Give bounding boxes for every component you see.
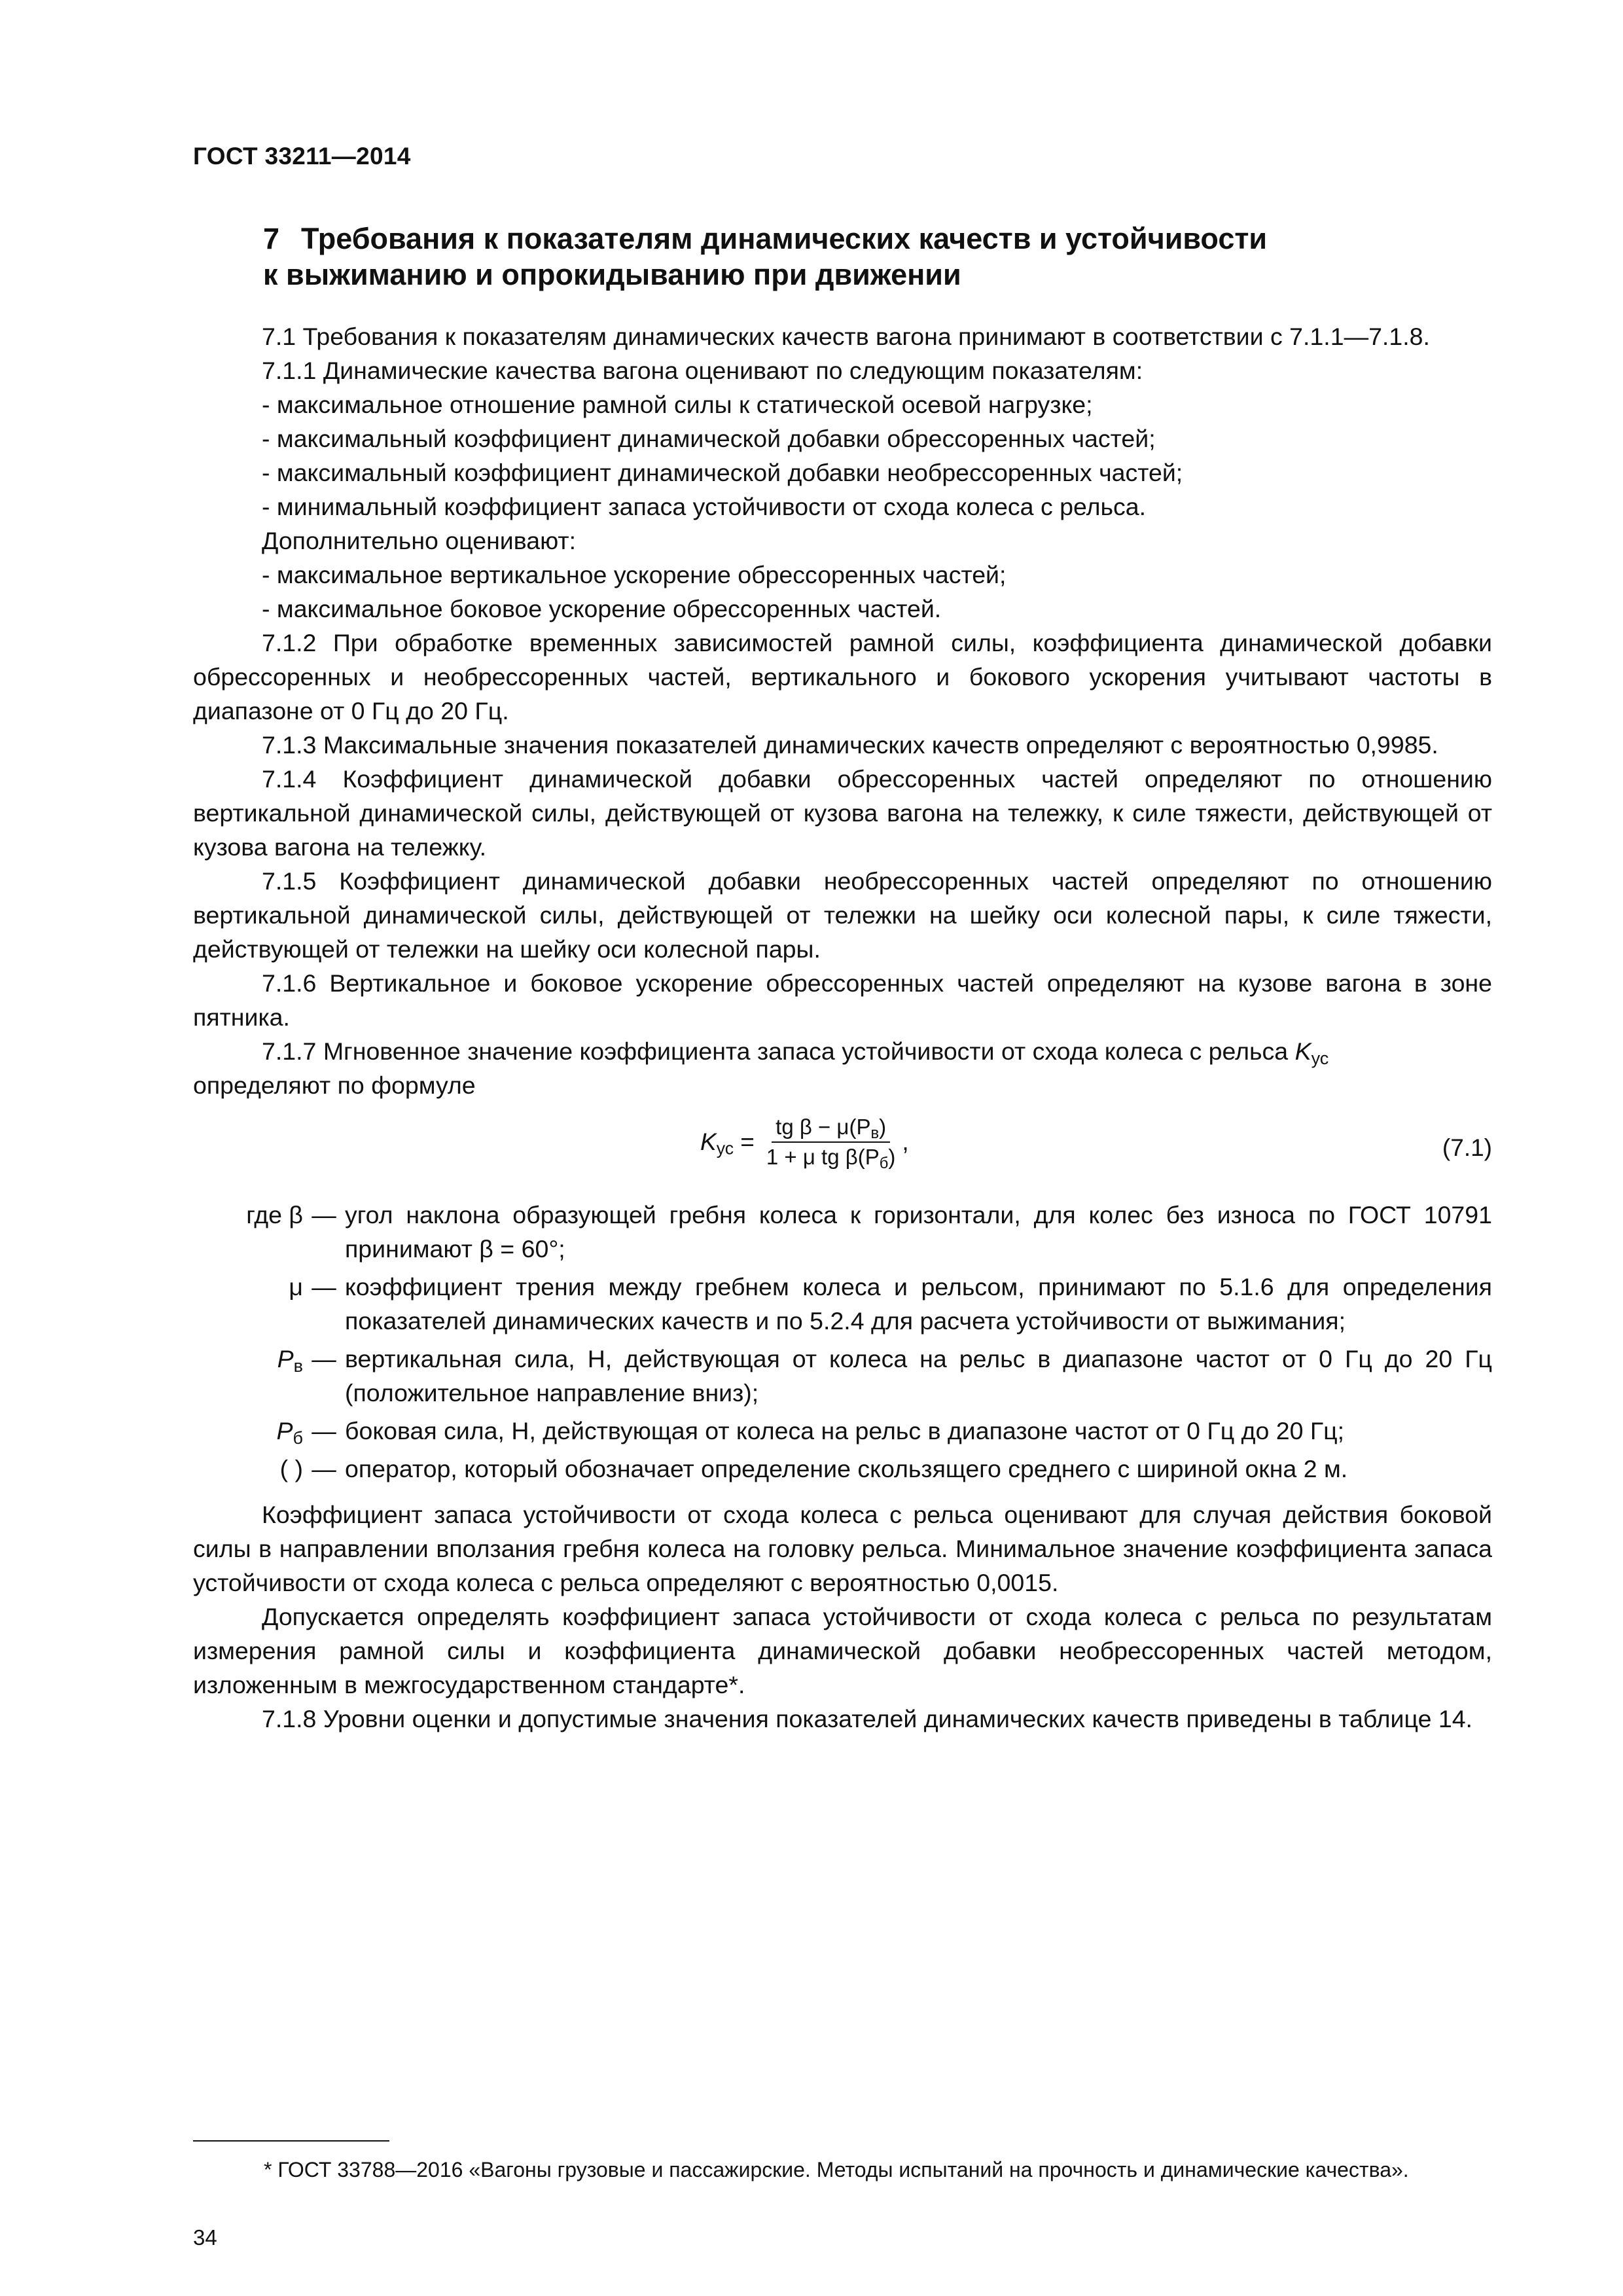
formula-lhs-subscript: ус [716,1138,734,1158]
formula-denominator-close: ) [888,1145,896,1169]
where-symbol [193,1414,303,1448]
formula-numerator-close: ) [879,1115,887,1139]
where-symbol-subscript: в [293,1355,303,1376]
formula-7-1 [193,1109,1492,1186]
paragraph-7-1-7-tail: определяют по формуле [193,1071,476,1099]
formula-comma: , [902,1128,909,1155]
where-symbol: μ [289,1273,303,1300]
formula-expression [700,1114,909,1170]
where-symbol-letter: P [277,1345,294,1372]
where-dash: — [312,1345,336,1372]
symbol-k: K [1294,1037,1311,1065]
formula-lhs [700,1125,755,1159]
where-text: вертикальная сила, Н, действующая от колеса на рельс в диапазоне частот от 0 Гц до 20 Гц (положительное направление вниз); [345,1345,1492,1407]
where-list [193,1198,1492,1486]
where-symbol-subscript: б [293,1427,303,1448]
formula-numerator-text: tg β − μ(P [776,1115,871,1139]
section-title-line-1: Требования к показателям динамических качеств и устойчивости [301,222,1268,255]
list-item: - минимальный коэффициент запаса устойчивости от схода колеса с рельса. [262,493,1147,520]
formula-fraction [762,1114,899,1170]
paragraph-7-1-5: 7.1.5 Коэффициент динамической добавки необрессоренных частей определяют по отношению вертикальной динамической силы, действующей от тележки на шейку оси колесной пары, к силе тяжести, действующей от тележки на шейку оси колесной пары. [193,867,1492,963]
section-title-line-2: к выжиманию и опрокидыванию при движении [263,257,961,291]
formula-numerator-subscript: в [870,1124,880,1142]
paragraph-7-1-1: 7.1.1 Динамические качества вагона оценивают по следующим показателям: [262,357,1143,384]
formula-denominator [762,1143,899,1170]
paragraph-7-1: 7.1 Требования к показателям динамических качеств вагона принимают в соответствии с 7.1.1—7.1.8. [262,323,1430,350]
additional-label: Дополнительно оценивают: [262,527,576,554]
where-item [193,1452,1492,1486]
formula-numerator [772,1114,890,1143]
where-symbol-letter: P [276,1417,293,1444]
paragraph-7-1-7 [193,1034,1492,1102]
paragraph-7-1-4: 7.1.4 Коэффициент динамической добавки обрессоренных частей определяют по отношению вертикальной динамической силы, действующей от кузова вагона на тележку, к силе тяжести, действующей от кузова вагона на тележку. [193,765,1492,861]
paragraph-7-1-2: 7.1.2 При обработке временных зависимостей рамной силы, коэффициента динамической добавки обрессоренных и необрессоренных частей, вертикального и бокового ускорения учитывают частоты в диапазоне от 0 Гц до 20 Гц. [193,629,1492,725]
paragraph-7-1-8: 7.1.8 Уровни оценки и допустимые значения показателей динамических качеств приведены в таблице 14. [262,1705,1472,1732]
where-text: оператор, который обозначает определение скользящего среднего с шириной окна 2 м. [345,1455,1348,1482]
formula-number: (7.1) [1442,1134,1492,1161]
where-item [193,1414,1492,1448]
paragraph-stability: Коэффициент запаса устойчивости от схода колеса с рельса оценивают для случая действия боковой силы в направлении вползания гребня колеса на головку рельса. Минимальное значение коэффициента запаса устойчивости от схода колеса с рельса определяют с вероятностью 0,0015. [193,1501,1492,1596]
footnote-rule [193,2140,389,2142]
where-item [193,1198,1492,1266]
list-item: - максимальное боковое ускорение обрессоренных частей. [262,595,942,622]
section-number: 7 [263,222,280,255]
formula-lhs-symbol: K [700,1128,717,1155]
where-dash: — [312,1273,336,1300]
where-text: боковая сила, Н, действующая от колеса на рельс в диапазоне частот от 0 Гц до 20 Гц; [345,1417,1345,1444]
formula-equals: = [740,1128,755,1155]
section-heading [263,221,1507,293]
formula-denominator-text: 1 + μ tg β(P [766,1145,880,1169]
paragraph-7-1-3: 7.1.3 Максимальные значения показателей динамических качеств определяют с вероятностью 0,9985. [262,731,1438,759]
paragraph-7-1-6: 7.1.6 Вертикальное и боковое ускорение обрессоренных частей определяют на кузове вагона в зоне пятника. [193,969,1492,1031]
footnote-text: * ГОСТ 33788—2016 «Вагоны грузовые и пассажирские. Методы испытаний на прочность и динамические качества». [264,2158,1409,2181]
formula-denominator-subscript: б [879,1154,889,1172]
list-item: - максимальный коэффициент динамической добавки необрессоренных частей; [262,459,1183,486]
where-symbol [193,1342,303,1410]
where-symbol: где β [246,1201,303,1229]
paragraph-7-1-7-text: 7.1.7 Мгновенное значение коэффициента запаса устойчивости от схода колеса с рельса [262,1037,1289,1065]
list-item: - максимальный коэффициент динамической добавки обрессоренных частей; [262,425,1156,452]
page-number: 34 [193,2225,217,2250]
where-symbol: ( ) [279,1455,303,1482]
paragraph-alternative-method: Допускается определять коэффициент запаса устойчивости от схода колеса с рельса по результатам измерения рамной силы и коэффициента динамической добавки необрессоренных частей методом, изложенным в межгосударственном стандарте*. [193,1603,1492,1698]
where-dash: — [312,1201,336,1229]
where-dash: — [312,1417,336,1444]
symbol-k-subscript: ус [1311,1048,1329,1068]
list-item: - максимальное вертикальное ускорение обрессоренных частей; [262,561,1007,588]
list-item: - максимальное отношение рамной силы к статической осевой нагрузке; [262,391,1093,418]
where-text: коэффициент трения между гребнем колеса и рельсом, принимают по 5.1.6 для определения показателей динамических качеств и по 5.2.4 для расчета устойчивости от выжимания; [345,1273,1492,1335]
running-header: ГОСТ 33211—2014 [193,143,411,170]
where-item [193,1342,1492,1410]
where-dash: — [312,1455,336,1482]
body-text [193,319,1492,1736]
where-item [193,1270,1492,1338]
footnote [193,2155,1492,2185]
where-text: угол наклона образующей гребня колеса к горизонтали, для колес без износа по ГОСТ 10791 принимают β = 60°; [345,1201,1492,1263]
after-formula-text [193,1498,1492,1736]
